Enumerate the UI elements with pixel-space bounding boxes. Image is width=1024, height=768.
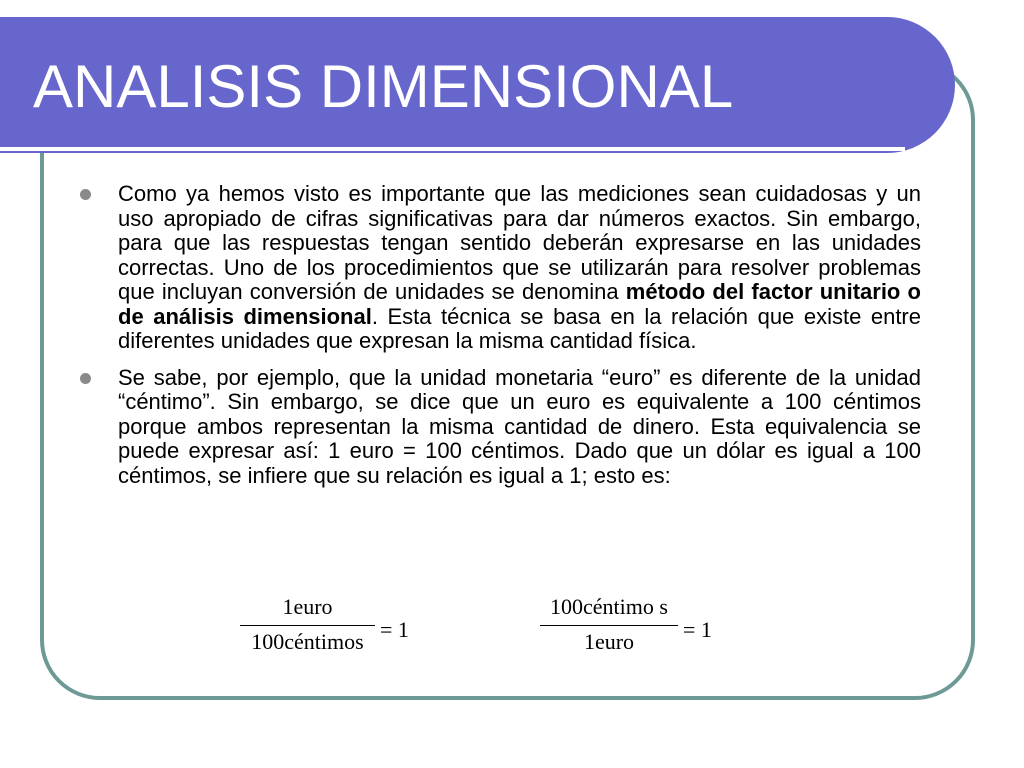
equation-2 bbox=[540, 595, 740, 665]
slide-title: ANALISIS DIMENSIONAL bbox=[33, 53, 734, 120]
bullet-item-2 bbox=[78, 366, 921, 489]
equation-1-fraction bbox=[240, 595, 375, 654]
title-underline bbox=[0, 147, 905, 151]
equation-2-rhs: = 1 bbox=[683, 617, 712, 642]
bullet-2-text: Se sabe, por ejemplo, que la unidad monetaria “euro” es diferente de la unidad “céntimo”. Sin embargo, se dice que un euro es equivalente a 100 céntimos porque ambos representan la misma cantidad de dinero. Esta equivalencia se puede expresar así: 1 euro = 100 céntimos. Dado que un dólar es igual a 100 céntimos, se infiere que su relación es igual a 1; esto es: bbox=[118, 364, 921, 488]
bullet-dot-icon bbox=[80, 189, 91, 200]
bullet-1-bold-term: método del factor unitario o de análisis dimensional bbox=[118, 279, 921, 329]
equation-1-rhs: = 1 bbox=[380, 617, 409, 642]
equation-1-denominator: 100céntimos bbox=[251, 629, 364, 654]
equation-2-numerator: 100céntimo s bbox=[550, 594, 668, 619]
equation-2-denominator: 1euro bbox=[583, 629, 635, 654]
bullet-dot-icon bbox=[80, 373, 91, 384]
slide-body bbox=[78, 182, 921, 500]
fraction-bar bbox=[240, 625, 375, 626]
bullet-1-text-start: Como ya hemos visto es importante que las mediciones sean cuidadosas y un uso apropiado de cifras significativas para dar números exactos. Sin embargo, para que las respuestas tengan sentido deberán expresarse en las unidades correctas. Uno de los procedimientos que se utilizarán para resolver problemas que incluyan conversión de unidades se denomina bbox=[118, 181, 921, 304]
bullet-1-text-end: . Esta técnica se basa en la relación que existe entre diferentes unidades que expresan la misma cantidad física. bbox=[118, 303, 921, 353]
title-bar bbox=[0, 17, 955, 153]
bullet-item-1 bbox=[78, 182, 921, 354]
equation-1-numerator: 1euro bbox=[282, 594, 333, 619]
equation-1 bbox=[240, 595, 440, 665]
fraction-bar bbox=[540, 625, 678, 626]
equation-2-fraction bbox=[540, 595, 678, 654]
